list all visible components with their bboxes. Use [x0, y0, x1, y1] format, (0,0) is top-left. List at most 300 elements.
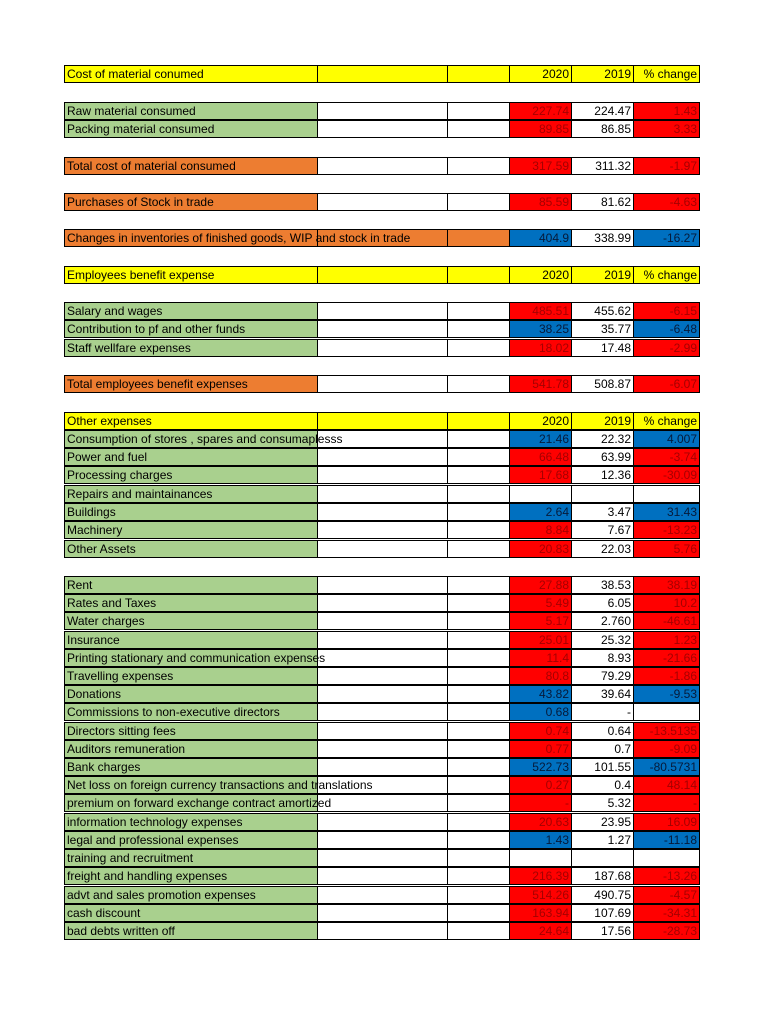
- cell-2019[interactable]: [571, 485, 634, 503]
- cell-2019[interactable]: [571, 649, 634, 667]
- cell-2019[interactable]: [571, 849, 634, 867]
- cell-label[interactable]: [64, 339, 318, 357]
- cell-2019[interactable]: [571, 831, 634, 849]
- table-row: [64, 412, 700, 430]
- cell-2020[interactable]: [509, 320, 572, 338]
- table-row: [64, 758, 700, 776]
- cell-blank[interactable]: [447, 229, 510, 247]
- cell-change[interactable]: [633, 612, 700, 630]
- cell-label[interactable]: [64, 922, 318, 940]
- cell-2019[interactable]: [571, 904, 634, 922]
- cell-label[interactable]: [64, 758, 318, 776]
- cell-change[interactable]: [633, 120, 700, 138]
- value-2019: 6.05: [607, 596, 631, 610]
- cell-label[interactable]: [64, 886, 318, 904]
- table-row: [64, 157, 700, 175]
- cell-blank[interactable]: [317, 102, 448, 120]
- row-label: Total employees benefit expenses: [67, 377, 248, 391]
- cell-change[interactable]: [633, 266, 700, 284]
- cell-blank[interactable]: [447, 867, 510, 885]
- cell-change[interactable]: [633, 594, 700, 612]
- cell-blank[interactable]: [317, 867, 448, 885]
- cell-label[interactable]: [64, 776, 373, 794]
- row-label: Contribution to pf and other funds: [67, 322, 246, 336]
- cell-change[interactable]: [633, 485, 700, 503]
- cell-blank[interactable]: [317, 831, 448, 849]
- cell-2020[interactable]: [509, 339, 572, 357]
- value-2020: 43.82: [538, 687, 569, 701]
- value-2020: 0.68: [545, 705, 569, 719]
- value-change: -28.73: [662, 924, 697, 938]
- cell-2019[interactable]: [571, 667, 634, 685]
- cell-2020[interactable]: [509, 703, 572, 721]
- cell-blank[interactable]: [447, 813, 510, 831]
- cell-2019[interactable]: [571, 466, 634, 484]
- cell-blank[interactable]: [317, 813, 448, 831]
- value-change: 31.43: [666, 505, 697, 519]
- table-row: [64, 485, 700, 503]
- row-label: freight and handling expenses: [67, 869, 228, 883]
- cell-label[interactable]: [64, 448, 318, 466]
- cell-change[interactable]: [633, 320, 700, 338]
- cell-blank[interactable]: [447, 320, 510, 338]
- value-change: -80.5731: [649, 760, 697, 774]
- cell-change[interactable]: [633, 794, 700, 812]
- cell-blank[interactable]: [317, 466, 448, 484]
- cell-blank[interactable]: [317, 576, 448, 594]
- cell-label[interactable]: [64, 375, 318, 393]
- cell-blank[interactable]: [447, 302, 510, 320]
- cell-2019[interactable]: [571, 540, 634, 558]
- cell-2020[interactable]: [509, 466, 572, 484]
- value-2020: 18.02: [538, 341, 569, 355]
- value-2019: 22.32: [600, 432, 631, 446]
- cell-label[interactable]: [64, 722, 318, 740]
- cell-blank[interactable]: [317, 448, 448, 466]
- cell-blank[interactable]: [317, 320, 448, 338]
- cell-2019[interactable]: [571, 229, 634, 247]
- cell-label[interactable]: [64, 685, 318, 703]
- cell-blank[interactable]: [317, 540, 448, 558]
- cell-blank[interactable]: [447, 758, 510, 776]
- cell-blank[interactable]: [447, 521, 510, 539]
- cell-label[interactable]: [64, 521, 318, 539]
- cell-blank[interactable]: [317, 758, 448, 776]
- value-2020: 2.64: [545, 505, 569, 519]
- cell-blank[interactable]: [317, 886, 448, 904]
- cell-blank[interactable]: [317, 65, 448, 83]
- table-row: [64, 831, 700, 849]
- cell-2020[interactable]: [509, 485, 572, 503]
- cell-2019[interactable]: [571, 922, 634, 940]
- cell-2020[interactable]: [509, 886, 572, 904]
- cell-label[interactable]: [64, 740, 318, 758]
- cell-blank[interactable]: [447, 65, 510, 83]
- cell-blank[interactable]: [447, 375, 510, 393]
- cell-2020[interactable]: [509, 412, 572, 430]
- cell-2020[interactable]: [509, 867, 572, 885]
- cell-2019[interactable]: [571, 503, 634, 521]
- cell-2020[interactable]: [509, 740, 572, 758]
- cell-blank[interactable]: [447, 831, 510, 849]
- cell-2020[interactable]: [509, 612, 572, 630]
- cell-2020[interactable]: [509, 794, 572, 812]
- cell-2020[interactable]: [509, 776, 572, 794]
- cell-2020[interactable]: [509, 540, 572, 558]
- cell-2020[interactable]: [509, 758, 572, 776]
- cell-2020[interactable]: [509, 576, 572, 594]
- cell-blank[interactable]: [317, 667, 448, 685]
- cell-label[interactable]: [64, 612, 318, 630]
- cell-blank[interactable]: [317, 521, 448, 539]
- cell-label[interactable]: [64, 794, 332, 812]
- cell-2019[interactable]: [571, 320, 634, 338]
- cell-label[interactable]: [64, 904, 318, 922]
- cell-label[interactable]: [64, 157, 318, 175]
- cell-blank[interactable]: [317, 794, 448, 812]
- cell-change[interactable]: [633, 922, 700, 940]
- cell-blank[interactable]: [317, 740, 448, 758]
- cell-label[interactable]: [64, 229, 411, 247]
- cell-2019[interactable]: [571, 740, 634, 758]
- value-2020: 17.68: [538, 468, 569, 482]
- cell-2019[interactable]: [571, 102, 634, 120]
- cell-label[interactable]: [64, 466, 318, 484]
- cell-2019[interactable]: [571, 302, 634, 320]
- row-label: Power and fuel: [67, 450, 148, 464]
- value-2019: 17.56: [600, 924, 631, 938]
- cell-change[interactable]: [633, 65, 700, 83]
- cell-blank[interactable]: [317, 193, 448, 211]
- cell-blank[interactable]: [317, 266, 448, 284]
- value-2019: 86.85: [600, 122, 631, 136]
- cell-blank[interactable]: [317, 412, 448, 430]
- cell-label[interactable]: [64, 120, 318, 138]
- cell-2020[interactable]: [509, 849, 572, 867]
- cell-label[interactable]: [64, 503, 318, 521]
- cell-label[interactable]: [64, 649, 326, 667]
- cell-blank[interactable]: [447, 649, 510, 667]
- cell-label[interactable]: [64, 667, 318, 685]
- value-change: -9.53: [669, 687, 697, 701]
- cell-change[interactable]: [633, 703, 700, 721]
- row-label: Other Assets: [67, 542, 136, 556]
- cell-blank[interactable]: [447, 904, 510, 922]
- table-row: [64, 540, 700, 558]
- cell-change[interactable]: [633, 302, 700, 320]
- cell-2019[interactable]: [571, 594, 634, 612]
- cell-change[interactable]: [633, 904, 700, 922]
- cell-blank[interactable]: [317, 649, 448, 667]
- cell-label[interactable]: [64, 867, 318, 885]
- cell-label[interactable]: [64, 485, 318, 503]
- cell-2019[interactable]: [571, 521, 634, 539]
- cell-change[interactable]: [633, 776, 700, 794]
- value-change: -16.27: [662, 231, 697, 245]
- cell-blank[interactable]: [447, 102, 510, 120]
- cell-blank[interactable]: [317, 594, 448, 612]
- table-row: [64, 339, 700, 357]
- value-2020: 38.25: [538, 322, 569, 336]
- row-label: Auditors remuneration: [67, 742, 186, 756]
- cell-2020[interactable]: [509, 193, 572, 211]
- cell-2019[interactable]: [571, 776, 634, 794]
- table-row: [64, 65, 700, 83]
- cell-blank[interactable]: [317, 703, 448, 721]
- cell-blank[interactable]: [447, 740, 510, 758]
- cell-2020[interactable]: [509, 430, 572, 448]
- cell-blank[interactable]: [317, 922, 448, 940]
- cell-2020[interactable]: [509, 831, 572, 849]
- cell-blank[interactable]: [447, 776, 510, 794]
- cell-2019[interactable]: [571, 339, 634, 357]
- value-change: -13.5135: [649, 724, 697, 738]
- cell-change[interactable]: [633, 521, 700, 539]
- cell-2019[interactable]: [571, 886, 634, 904]
- cell-blank[interactable]: [447, 266, 510, 284]
- cell-change[interactable]: [633, 849, 700, 867]
- value-2020: 2020: [542, 67, 569, 81]
- cell-2020[interactable]: [509, 904, 572, 922]
- value-2020: 5.49: [545, 596, 569, 610]
- cell-2020[interactable]: [509, 102, 572, 120]
- cell-2020[interactable]: [509, 157, 572, 175]
- value-2020: 0.27: [545, 778, 569, 792]
- cell-blank[interactable]: [317, 120, 448, 138]
- cell-blank[interactable]: [317, 375, 448, 393]
- cell-label[interactable]: [64, 703, 318, 721]
- cell-blank[interactable]: [447, 722, 510, 740]
- cell-2019[interactable]: [571, 448, 634, 466]
- cell-label[interactable]: [64, 631, 318, 649]
- table-row: [64, 813, 700, 831]
- cell-blank[interactable]: [317, 849, 448, 867]
- value-change: -6.48: [669, 322, 697, 336]
- value-change: % change: [643, 67, 697, 81]
- cell-change[interactable]: [633, 503, 700, 521]
- value-2020: 0.74: [545, 724, 569, 738]
- value-2020: 20.83: [538, 542, 569, 556]
- table-row: [64, 867, 700, 885]
- value-2019: 2019: [604, 67, 631, 81]
- value-change: 1.23: [673, 633, 697, 647]
- cell-change[interactable]: [633, 339, 700, 357]
- table-row: [64, 102, 700, 120]
- cell-blank[interactable]: [447, 685, 510, 703]
- cell-label[interactable]: [64, 193, 318, 211]
- cell-2019[interactable]: [571, 813, 634, 831]
- cell-blank[interactable]: [447, 594, 510, 612]
- cell-label[interactable]: [64, 576, 318, 594]
- cell-label[interactable]: [64, 266, 318, 284]
- value-2020: 514.26: [532, 888, 569, 902]
- row-label: Travelling expenses: [67, 669, 174, 683]
- table-row: [64, 375, 700, 393]
- cell-2020[interactable]: [509, 521, 572, 539]
- cell-change[interactable]: [633, 758, 700, 776]
- table-row: [64, 667, 700, 685]
- cell-blank[interactable]: [447, 485, 510, 503]
- value-change: -4.63: [669, 195, 697, 209]
- cell-2019[interactable]: [571, 685, 634, 703]
- value-change: -46.61: [662, 614, 697, 628]
- cell-2020[interactable]: [509, 722, 572, 740]
- cell-blank[interactable]: [447, 886, 510, 904]
- cell-change[interactable]: [633, 540, 700, 558]
- cell-label[interactable]: [64, 813, 318, 831]
- cell-blank[interactable]: [317, 904, 448, 922]
- cell-change[interactable]: [633, 193, 700, 211]
- row-label: Purchases of Stock in trade: [67, 195, 214, 209]
- cell-blank[interactable]: [317, 485, 448, 503]
- cell-label[interactable]: [64, 412, 318, 430]
- table-row: [64, 703, 700, 721]
- cell-change[interactable]: [633, 229, 700, 247]
- cell-blank[interactable]: [447, 540, 510, 558]
- cell-change[interactable]: [633, 649, 700, 667]
- cell-change[interactable]: [633, 430, 700, 448]
- cell-label[interactable]: [64, 320, 318, 338]
- cell-blank[interactable]: [447, 849, 510, 867]
- cell-blank[interactable]: [317, 722, 448, 740]
- cell-label[interactable]: [64, 302, 318, 320]
- cell-2020[interactable]: [509, 667, 572, 685]
- cell-change[interactable]: [633, 831, 700, 849]
- cell-blank[interactable]: [317, 157, 448, 175]
- cell-blank[interactable]: [447, 412, 510, 430]
- cell-change[interactable]: [633, 466, 700, 484]
- cell-change[interactable]: [633, 576, 700, 594]
- cell-blank[interactable]: [447, 466, 510, 484]
- cell-blank[interactable]: [447, 576, 510, 594]
- cell-change[interactable]: [633, 667, 700, 685]
- cell-2019[interactable]: [571, 794, 634, 812]
- cell-change[interactable]: [633, 412, 700, 430]
- table-row: [64, 904, 700, 922]
- cell-change[interactable]: [633, 631, 700, 649]
- cell-2019[interactable]: [571, 703, 634, 721]
- cell-2020[interactable]: [509, 685, 572, 703]
- cell-2019[interactable]: [571, 120, 634, 138]
- cell-2020[interactable]: [509, 65, 572, 83]
- value-change: -3.74: [669, 450, 697, 464]
- cell-label[interactable]: [64, 540, 318, 558]
- cell-blank[interactable]: [447, 157, 510, 175]
- cell-blank[interactable]: [447, 503, 510, 521]
- cell-change[interactable]: [633, 867, 700, 885]
- cell-2020[interactable]: [509, 302, 572, 320]
- cell-change[interactable]: [633, 157, 700, 175]
- cell-blank[interactable]: [447, 631, 510, 649]
- cell-2019[interactable]: [571, 430, 634, 448]
- cell-blank[interactable]: [317, 302, 448, 320]
- cell-2020[interactable]: [509, 229, 572, 247]
- cell-label[interactable]: [64, 849, 318, 867]
- cell-2020[interactable]: [509, 813, 572, 831]
- cell-2020[interactable]: [509, 922, 572, 940]
- cell-2020[interactable]: [509, 631, 572, 649]
- value-2020: 541.78: [532, 377, 569, 391]
- cell-change[interactable]: [633, 685, 700, 703]
- cell-2019[interactable]: [571, 157, 634, 175]
- cell-blank[interactable]: [317, 631, 448, 649]
- cell-change[interactable]: [633, 375, 700, 393]
- cell-blank[interactable]: [447, 193, 510, 211]
- cell-label[interactable]: [64, 430, 343, 448]
- cell-2019[interactable]: [571, 65, 634, 83]
- cell-change[interactable]: [633, 102, 700, 120]
- cell-2019[interactable]: [571, 266, 634, 284]
- value-2020: 85.59: [538, 195, 569, 209]
- cell-blank[interactable]: [447, 794, 510, 812]
- cell-2019[interactable]: [571, 612, 634, 630]
- cell-2020[interactable]: [509, 375, 572, 393]
- cell-2020[interactable]: [509, 503, 572, 521]
- row-label: Buildings: [67, 505, 116, 519]
- cell-2019[interactable]: [571, 193, 634, 211]
- cell-blank[interactable]: [317, 339, 448, 357]
- cell-2020[interactable]: [509, 120, 572, 138]
- cell-2019[interactable]: [571, 867, 634, 885]
- value-2019: 3.47: [607, 505, 631, 519]
- cell-2020[interactable]: [509, 266, 572, 284]
- cell-blank[interactable]: [447, 667, 510, 685]
- cell-label[interactable]: [64, 65, 318, 83]
- value-2020: 216.39: [532, 869, 569, 883]
- cell-blank[interactable]: [447, 448, 510, 466]
- value-change: 10.2: [673, 596, 697, 610]
- cell-2019[interactable]: [571, 576, 634, 594]
- cell-blank[interactable]: [447, 612, 510, 630]
- value-2019: 224.47: [594, 104, 631, 118]
- cell-change[interactable]: [633, 813, 700, 831]
- value-2019: -: [627, 705, 631, 719]
- cell-label[interactable]: [64, 102, 318, 120]
- value-2020: 2020: [542, 268, 569, 282]
- cell-2020[interactable]: [509, 649, 572, 667]
- cell-2019[interactable]: [571, 631, 634, 649]
- value-change: -30.09: [662, 468, 697, 482]
- row-label: Bank charges: [67, 760, 141, 774]
- cell-change[interactable]: [633, 740, 700, 758]
- cell-2020[interactable]: [509, 448, 572, 466]
- value-2019: 107.69: [594, 906, 631, 920]
- cell-blank[interactable]: [447, 703, 510, 721]
- table-row: [64, 430, 700, 448]
- cell-blank[interactable]: [317, 612, 448, 630]
- cell-2019[interactable]: [571, 375, 634, 393]
- row-label: premium on forward exchange contract amortized: [67, 796, 332, 810]
- cell-blank[interactable]: [447, 922, 510, 940]
- cell-2019[interactable]: [571, 722, 634, 740]
- cell-change[interactable]: [633, 886, 700, 904]
- cell-change[interactable]: [633, 722, 700, 740]
- cell-blank[interactable]: [317, 685, 448, 703]
- row-label: Net loss on foreign currency transactions and translations: [67, 778, 373, 792]
- cell-blank[interactable]: [447, 120, 510, 138]
- cell-2019[interactable]: [571, 758, 634, 776]
- cell-change[interactable]: [633, 448, 700, 466]
- value-2019: 2019: [604, 268, 631, 282]
- cell-blank[interactable]: [447, 339, 510, 357]
- cell-blank[interactable]: [317, 503, 448, 521]
- cell-label[interactable]: [64, 594, 318, 612]
- cell-blank[interactable]: [447, 430, 510, 448]
- value-2020: -: [565, 796, 569, 810]
- cell-2020[interactable]: [509, 594, 572, 612]
- cell-2019[interactable]: [571, 412, 634, 430]
- cell-label[interactable]: [64, 831, 318, 849]
